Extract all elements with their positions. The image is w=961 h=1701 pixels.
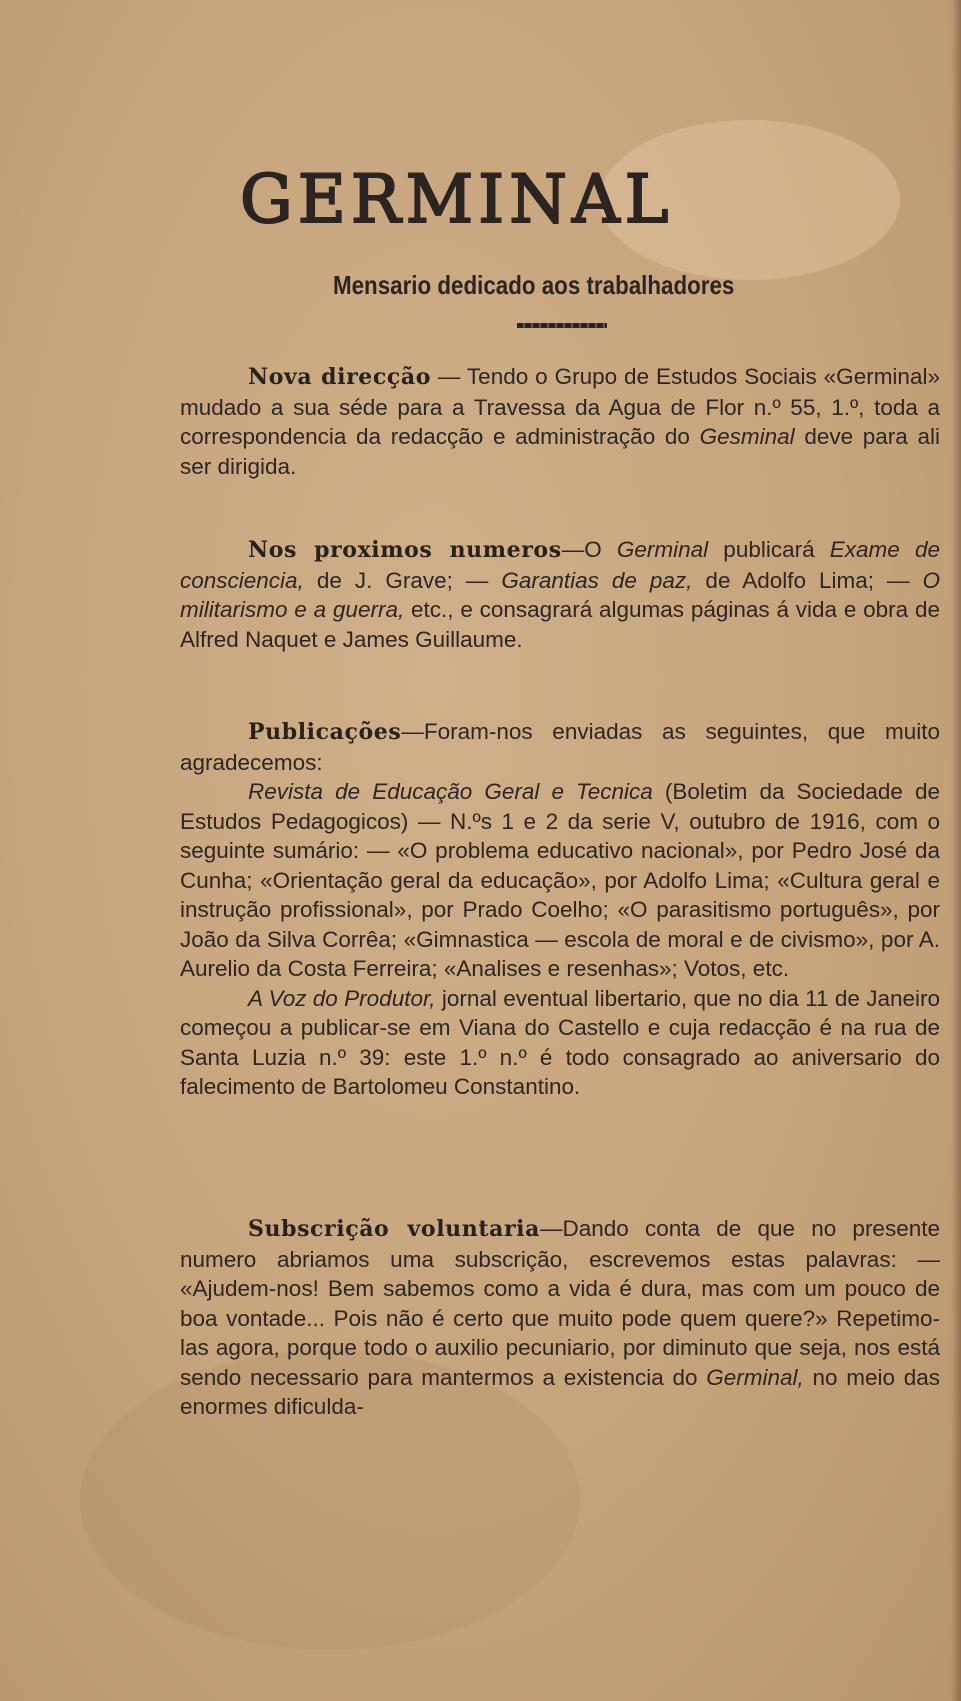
italic-title: Gesminal (699, 424, 795, 449)
paragraph-text: de J. Grave; — (303, 567, 502, 593)
italic-title: Germinal (616, 537, 709, 562)
paragraph-text: de Adolfo Lima; — (692, 567, 923, 593)
ornamental-rule (517, 323, 607, 328)
paragraph-heading: Nova direcção (248, 364, 431, 390)
paragraph-text: deve para ali ser dirigida. (180, 424, 940, 479)
paragraph-text: —Foram-nos enviadas as seguintes, que muito agradecemos: (180, 719, 940, 775)
paragraph-text: —O (561, 537, 617, 562)
paragraph-text: publicará (708, 537, 830, 562)
masthead-subtitle: Mensario dedicado aos trabalhadores (333, 270, 735, 300)
paragraph-text: —Dando conta de que no presente numero abriamos uma subscrição, escrevemos estas palavras: — «Ajudem-nos! Bem sabemos como a vida é dura, mas com um pouco de boa vontade... Pois não é certo que muito pode quem quere?» Repetimo-las agora, porque todo o auxilio pecuniario, por diminuto que seja, nos está sendo necessario para mantermos a existencia do (180, 1216, 940, 1390)
masthead-title: GERMINAL (240, 161, 674, 238)
italic-title: O militarismo e a guerra, (180, 567, 941, 622)
paragraph-text: jornal eventual libertario, que no dia 11 de Janeiro começou a publicar-se em Viana do Castello e cuja redacção é na rua de Santa Luzia n.º 39: este 1.º n.º é todo consagrado ao aniversario do falecimento de Bartolomeu Constantino. (180, 985, 940, 1099)
paragraph-text: (Boletim da Sociedade de Estudos Pedagogicos) — N.ºs 1 e 2 da serie V, outubro de 1916, com o seguinte sumário: — «O problema educativo nacional», por Pedro José da Cunha; «Orientação geral da educação», por Adolfo Lima; «Cultura geral e instrução profissional», por Prado Coelho; «O parasitismo português», por João da Silva Corrêa; «Gimnastica — escola de moral e de civismo», por A. Aurelio da Costa Ferreira; «Analises e resenhas»; Votos, etc. (180, 779, 940, 981)
paragraph-text: — Tendo o Grupo de Estudos Sociais «Germinal» mudado a sua séde para a Travessa da Agua de Flor n.º 55, 1.º, toda a correspondencia da redacção e administração do (180, 364, 940, 449)
italic-title: Exame de consciencia, (180, 537, 940, 593)
paragraph-proximos-numeros (180, 535, 940, 654)
paragraph-nova-direccao (180, 362, 940, 481)
paragraph-heading: Subscrição voluntaria (248, 1216, 540, 1242)
italic-title: Garantias de paz, (501, 567, 693, 593)
paragraph-heading: Nos proximos numeros (248, 537, 562, 563)
paragraph-text: etc., e consagrará algumas páginas á vida e obra de Alfred Naquet e James Guillaume. (180, 597, 940, 652)
italic-title: Germinal, (706, 1364, 804, 1390)
italic-title: A Voz do Produtor, (248, 985, 436, 1011)
paragraph-heading: Publicações (248, 719, 402, 745)
italic-title: Revista de Educação Geral e Tecnica (248, 779, 653, 804)
paragraph-publicacoes (180, 717, 940, 1102)
page-edge-shadow (951, 0, 961, 1701)
paragraph-subscricao (180, 1214, 940, 1422)
paragraph-text: no meio das enormes dificulda- (180, 1364, 941, 1419)
